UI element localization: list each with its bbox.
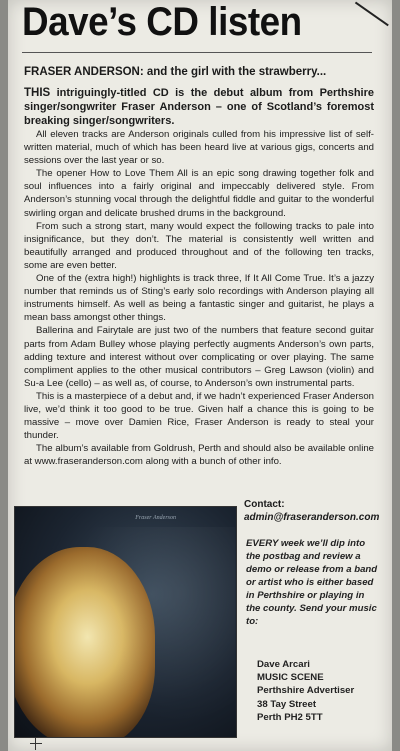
paragraph: This is a masterpiece of a debut and, if we hadn’t experienced Fraser Anderson live, we’d think it too good to be true. Given half a chance this is going to be massive – move over Damien Rice, Fraser Anderson is ready to steal your thunder. (24, 390, 374, 442)
contact-email: admin@fraseranderson.com (244, 512, 380, 523)
article-body (24, 86, 374, 468)
lead-text: intriguingly-titled CD is the debut album from Perthshire singer/songwriter Fraser Anderson – one of Scotland’s foremost breaking singer/songwriters. (24, 87, 374, 127)
address-line: Perth PH2 5TT (257, 711, 323, 723)
paragraph: All eleven tracks are Anderson originals culled from his impressive list of self-written material, much of which has been heard live at various gigs, concerts and sessions over the last year or so. (24, 129, 374, 167)
contact-label: Contact: (244, 499, 285, 510)
paragraph: One of the (extra high!) highlights is track three, If It All Come True. It’s a jazzy number that reminds us of Sting’s early solo recordings with Anderson playing all instruments himself. As well as being a fantastic singer and guitarist, he plays a mean bass amongst other things. (24, 273, 374, 324)
address-line: Dave Arcari (257, 659, 310, 670)
photo-shading (55, 527, 235, 738)
paragraph: Ballerina and Fairytale are just two of the numbers that feature second guitar parts from Adam Bulley whose playing perfectly augments Anderson’s own parts, adding texture and interest without over complicating or over playing. The same compliment applies to the other musical contributors – Greg Lawson (violin) and Su-a Lee (cello) – as well as, of course, to Anderson’s own instrumental parts. (24, 325, 374, 389)
address-line: MUSIC SCENE (257, 672, 324, 684)
lead-paragraph (24, 86, 374, 128)
album-cover-photo (14, 506, 237, 738)
address-line: 38 Tay Street (257, 698, 317, 710)
paragraph: The opener How to Love Them All is an epic song drawing together folk and soul influences into a fairly original and impeccably delivered style. From Anderson’s stunning vocal through the delightful fiddle and guitar to the wonderful swirling organ and delicate brushed drums in the background. (24, 168, 374, 219)
submission-note: EVERY week we’ll dip into the postbag and review a demo or release from a band or artist who is either based in Perthshire or playing in the county. Send your music to: (246, 538, 378, 627)
paragraph: The album’s available from Goldrush, Perth and should also be available online at www.fraseranderson.com along with a bunch of other info. (24, 443, 374, 468)
contact-block (244, 498, 384, 524)
address-line: Perthshire Advertiser (257, 685, 355, 697)
masthead-rule (22, 52, 372, 53)
paragraph: From such a strong start, many would expect the following tracks to pale into insignificance, but they don’t. The material is consistently well written and beautifully arranged and produced throughout and of the following ten tracks, some are even better. (24, 220, 374, 271)
photo-caption: Fraser Anderson (135, 515, 176, 521)
postal-address (257, 658, 377, 724)
crop-mark (30, 738, 42, 750)
lead-bold-start: THIS (24, 87, 51, 99)
column-masthead: Dave’s CD listen (22, 0, 302, 44)
article-headline: FRASER ANDERSON: and the girl with the strawberry... (24, 66, 327, 78)
